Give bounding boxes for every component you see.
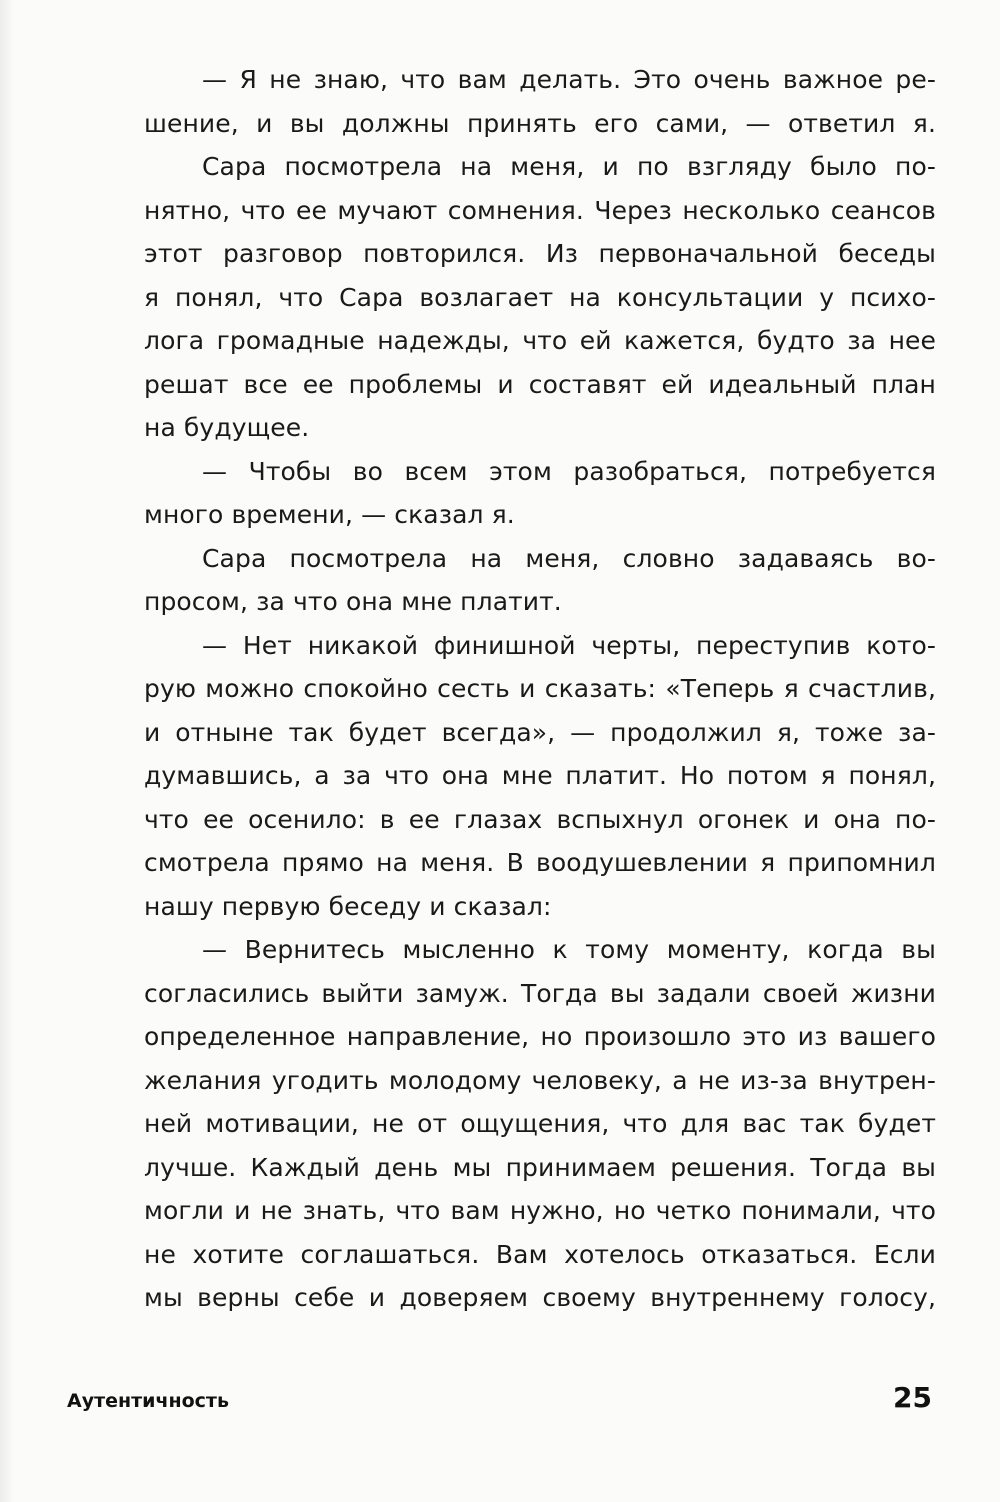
body-text: [144, 58, 936, 1320]
text-line: определенное направление, но произошло это из вашего: [144, 1022, 936, 1051]
text-line: на будущее.: [144, 413, 310, 442]
text-line: Сара посмотрела на меня, словно задаваясь во-: [202, 543, 936, 573]
text-line: мы верны себе и доверяем своему внутреннему голосу,: [144, 1283, 936, 1312]
text-line: ней мотивации, не от ощущения, что для вас так будет: [144, 1109, 936, 1138]
text-line: решат все ее проблемы и составят ей идеальный план: [144, 369, 936, 399]
text-line: смотрела прямо на меня. В воодушевлении я припомнил: [144, 848, 936, 877]
text-line: нятно, что ее мучают сомнения. Через несколько сеансов: [144, 195, 936, 225]
text-line: и отныне так будет всегда», — продолжил я, тоже за-: [144, 717, 936, 747]
running-footer-title: Аутентичность: [67, 1390, 229, 1412]
text-line: не хотите соглашаться. Вам хотелось отказаться. Если: [144, 1239, 936, 1269]
page-edge-shadow: [0, 0, 14, 1502]
text-line: просом, за что она мне платит.: [144, 587, 562, 616]
text-line: согласились выйти замуж. Тогда вы задали своей жизни: [144, 978, 936, 1008]
text-line: желания угодить молодому человеку, а не из-за внутрен-: [144, 1065, 936, 1095]
text-line: думавшись, а за что она мне платит. Но потом я понял,: [144, 761, 936, 790]
text-line: что ее осенило: в ее глазах вспыхнул огонек и она по-: [144, 804, 936, 834]
text-line: — Нет никакой финишной черты, переступив кото-: [202, 630, 936, 660]
text-line: — Чтобы во всем этом разобраться, потребуется: [202, 456, 936, 486]
text-line: нашу первую беседу и сказал:: [144, 891, 552, 921]
text-line: этот разговор повторился. Из первоначальной беседы: [144, 239, 936, 268]
text-line: рую можно спокойно сесть и сказать: «Теперь я счастлив,: [144, 674, 936, 703]
text-line: — Я не знаю, что вам делать. Это очень важное ре-: [202, 65, 936, 94]
text-line: Сара посмотрела на меня, и по взгляду было по-: [202, 152, 936, 181]
text-line: лучше. Каждый день мы принимаем решения. Тогда вы: [144, 1152, 936, 1182]
text-line: шение, и вы должны принять его сами, — ответил я.: [144, 108, 936, 138]
page-number: 25: [893, 1381, 932, 1414]
text-line: много времени, — сказал я.: [144, 500, 515, 529]
text-line: могли и не знать, что вам нужно, но четко понимали, что: [144, 1196, 936, 1225]
text-line: — Вернитесь мысленно к тому моменту, когда вы: [202, 935, 936, 964]
text-line: я понял, что Сара возлагает на консультации у психо-: [144, 282, 936, 312]
text-line: лога громадные надежды, что ей кажется, будто за нее: [144, 326, 936, 355]
